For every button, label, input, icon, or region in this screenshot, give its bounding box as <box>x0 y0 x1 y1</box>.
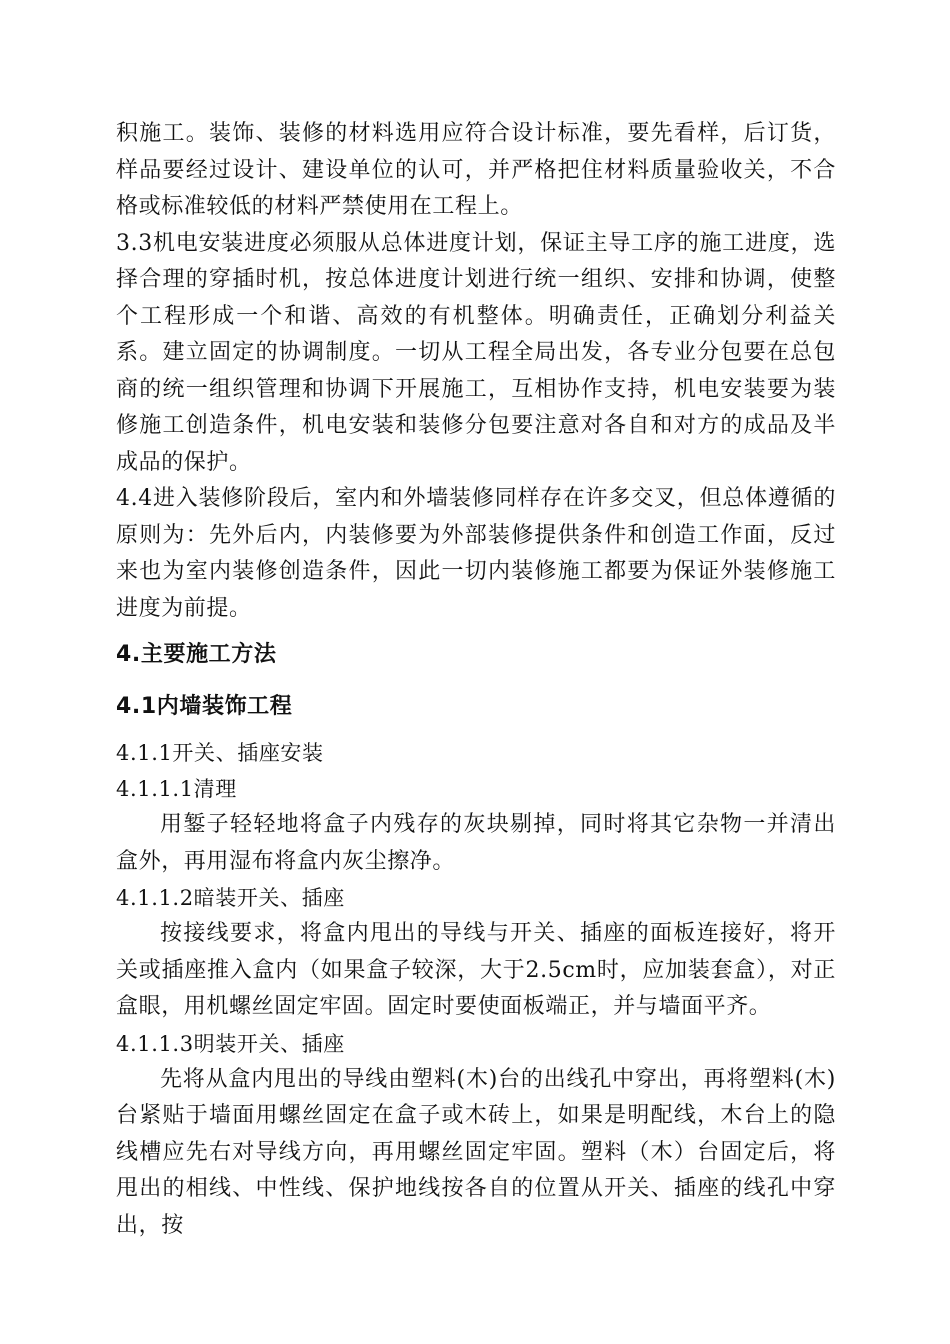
item-4-1-1-2: 4.1.1.2暗装开关、插座 <box>116 886 345 910</box>
text-4-1-1-2: 按接线要求，将盒内甩出的导线与开关、插座的面板连接好，将开关或插座推入盒内（如果盒子较深，大于2.5cm时，应加装套盒），对正盒眼，用机螺丝固定牢固。固定时要使面板端正，并与墙面平齐。 <box>116 921 836 1019</box>
paragraph-3-3: 3.3机电安装进度必须服从总体进度计划，保证主导工序的施工进度，选择合理的穿插时机，按总体进度计划进行统一组织、安排和协调，使整个工程形成一个和谐、高效的有机整体。明确责任，正确划分利益关系。建立固定的协调制度。一切从工程全局出发，各专业分包要在总包商的统一组织管理和协调下开展施工，互相协作支持，机电安装要为装修施工创造条件，机电安装和装修分包要注意对各自和对方的成品及半成品的保护。 <box>116 230 836 475</box>
text-4-1-1-1: 用錾子轻轻地将盒子内残存的灰块剔掉，同时将其它杂物一并清出盒外，再用湿布将盒内灰尘擦净。 <box>116 812 836 874</box>
paragraph-materials: 积施工。装饰、装修的材料选用应符合设计标准，要先看样，后订货，样品要经过设计、建设单位的认可，并严格把住材料质量验收关，不合格或标准较低的材料严禁使用在工程上。 <box>116 121 836 219</box>
paragraph-4-4: 4.4进入装修阶段后，室内和外墙装修同样存在许多交叉，但总体遵循的原则为：先外后内，内装修要为外部装修提供条件和创造工作面，反过来也为室内装修创造条件，因此一切内装修施工都要为保证外装修施工进度为前提。 <box>116 486 836 621</box>
item-4-1-1-3: 4.1.1.3明装开关、插座 <box>116 1031 345 1056</box>
item-4-1-1-1: 4.1.1.1清理 <box>116 777 237 801</box>
section-title: 4.主要施工方法 <box>116 642 277 667</box>
text-4-1-1-3: 先将从盒内甩出的导线由塑料(木)台的出线孔中穿出，再将塑料(木)台紧贴于墙面用螺丝固定在盒子或木砖上，如果是明配线，木台上的隐线槽应先右对导线方向，再用螺丝固定牢固。塑料（木）台固定后，将甩出的相线、中性线、保护地线按各自的位置从开关、插座的线孔中穿出，按 <box>116 1066 836 1238</box>
document-page <box>116 116 836 1244</box>
item-4-1-1: 4.1.1开关、插座安装 <box>116 741 324 765</box>
section-subtitle: 4.1内墙装饰工程 <box>116 694 293 719</box>
